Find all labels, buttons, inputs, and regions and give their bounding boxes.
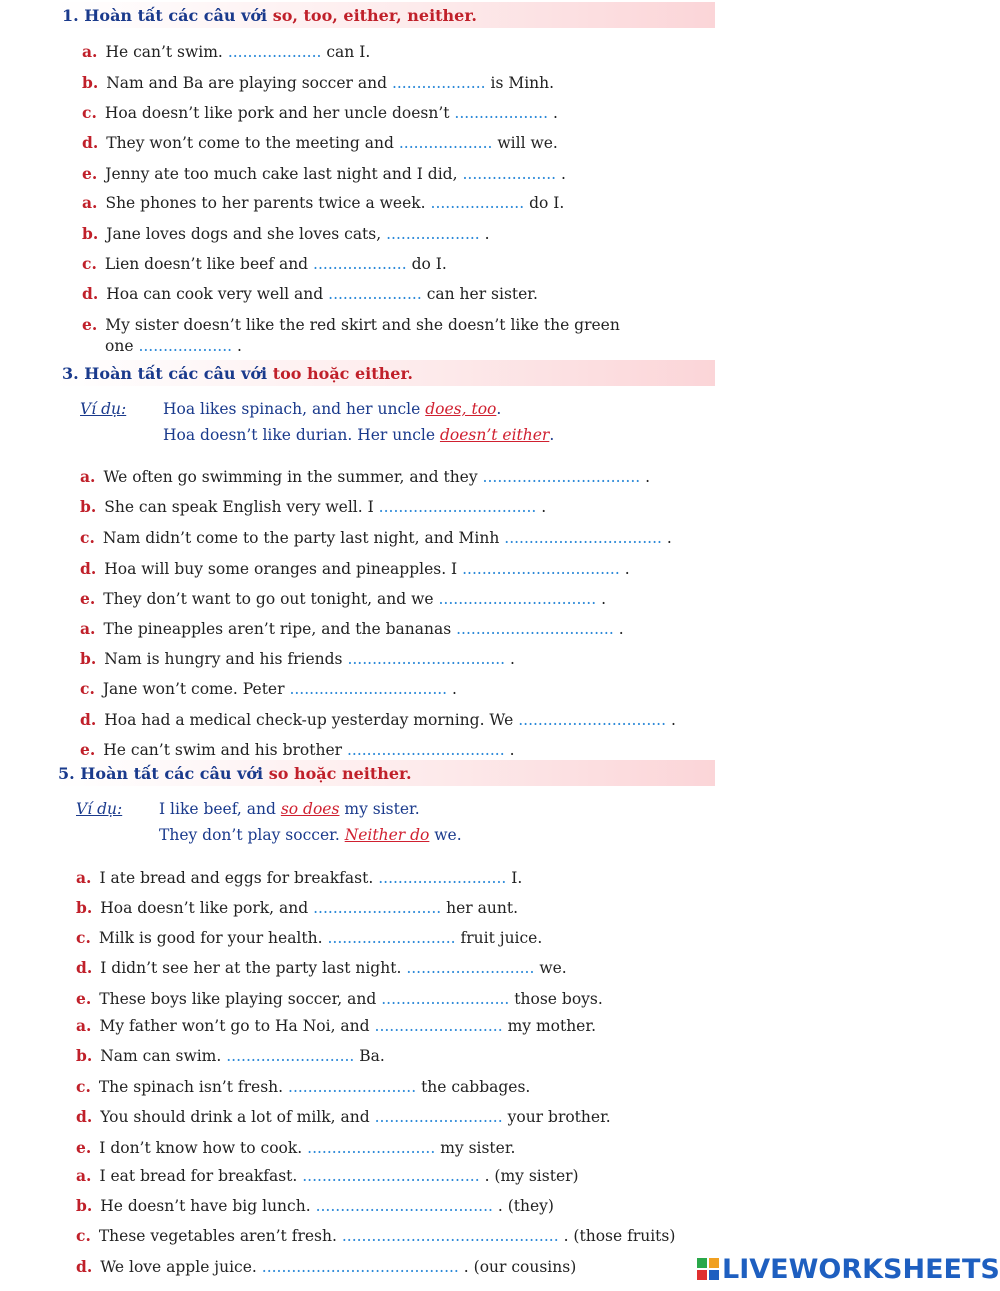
item-text-before: I didn’t see her at the party last night. — [100, 959, 402, 977]
answer-blank[interactable]: ................... — [227, 43, 322, 61]
exercise-item — [80, 649, 515, 669]
item-letter: e. — [76, 989, 92, 1008]
item-text-before: I eat bread for breakfast. — [99, 1167, 298, 1185]
section-1-heading: 1. Hoàn tất các câu với so, too, either, neither. — [62, 6, 477, 25]
section-3-heading: 3. Hoàn tất các câu với too hoặc either. — [62, 364, 413, 383]
item-letter: d. — [80, 710, 97, 729]
item-text-before: Jenny ate too much cake last night and I did, — [105, 165, 458, 183]
item-text-after: . (my sister) — [484, 1167, 579, 1185]
exercise-item — [80, 559, 630, 579]
item-letter: b. — [82, 73, 99, 92]
item-text-before: Nam can swim. — [100, 1047, 222, 1065]
item-text-before: The pineapples aren’t ripe, and the bananas — [103, 620, 452, 638]
item-letter: e. — [82, 164, 98, 183]
item-text-after: . — [561, 165, 566, 183]
item-text-after: can her sister. — [426, 285, 538, 303]
exercise-item — [76, 1166, 579, 1186]
item-text-before: Jane won’t come. Peter — [102, 680, 285, 698]
answer-blank[interactable]: ................... — [328, 285, 422, 303]
item-text-after: do I. — [529, 194, 565, 212]
item-text-after: do I. — [411, 255, 447, 273]
answer-blank[interactable]: .................................... — [302, 1167, 480, 1185]
item-letter: b. — [76, 1046, 93, 1065]
item-letter: d. — [82, 133, 99, 152]
answer-blank[interactable]: ................... — [386, 225, 480, 243]
item-text-after: . — [509, 741, 515, 759]
item-text-before: He can’t swim and his brother — [103, 741, 343, 759]
answer-blank[interactable]: ........................................ — [261, 1258, 459, 1276]
example-line: They don’t play soccer. Neither do we. — [159, 826, 462, 844]
exercise-item — [80, 497, 546, 517]
item-letter: a. — [82, 193, 98, 212]
item-text-before: He doesn’t have big lunch. — [100, 1197, 311, 1215]
exercise-item — [80, 679, 457, 699]
answer-blank[interactable]: ................................ — [346, 741, 505, 759]
item-letter: a. — [80, 619, 96, 638]
item-letter: d. — [82, 284, 99, 303]
exercise-item — [82, 164, 566, 184]
item-text-after: . — [484, 225, 490, 243]
answer-blank[interactable]: .......................... — [378, 869, 507, 887]
answer-blank[interactable]: .................................... — [315, 1197, 493, 1215]
answer-blank[interactable]: ................... — [430, 194, 525, 212]
item-text-after: I. — [511, 869, 523, 887]
item-text-before: Hoa will buy some oranges and pineapples. I — [104, 560, 458, 578]
item-text-before: She phones to her parents twice a week. — [105, 194, 426, 212]
exercise-item — [82, 42, 370, 62]
item-letter: c. — [82, 254, 97, 273]
item-text-after: . — [452, 680, 457, 698]
exercise-item — [82, 224, 490, 244]
item-text-before: The spinach isn’t fresh. — [98, 1078, 284, 1096]
item-letter: c. — [76, 1077, 91, 1096]
item-letter: b. — [76, 1196, 93, 1215]
item-text-after: . — [618, 620, 624, 638]
item-text-before: I ate bread and eggs for breakfast. — [99, 869, 374, 887]
item-text-before: Hoa can cook very well and — [106, 285, 324, 303]
exercise-item — [80, 467, 650, 487]
item-text-before: They don’t want to go out tonight, and we — [103, 590, 434, 608]
item-text-before: Hoa doesn’t like pork, and — [100, 899, 309, 917]
item-text-after: . — [601, 590, 607, 608]
item-letter: d. — [80, 559, 97, 578]
exercise-item — [80, 740, 515, 760]
item-text-before: Nam and Ba are playing soccer and — [106, 74, 388, 92]
item-text-before: We love apple juice. — [100, 1258, 257, 1276]
answer-blank[interactable]: .......................... — [381, 990, 510, 1008]
item-letter: b. — [82, 224, 99, 243]
exercise-item — [82, 254, 447, 274]
item-letter: a. — [80, 467, 96, 486]
exercise-item — [80, 619, 624, 639]
item-text-before: These vegetables aren’t fresh. — [98, 1227, 337, 1245]
item-letter: b. — [80, 497, 97, 516]
exercise-continuation: one ................... . — [105, 337, 242, 355]
item-letter: a. — [76, 1016, 92, 1035]
exercise-item — [76, 989, 603, 1009]
item-text-after: . — [552, 104, 558, 122]
answer-blank[interactable]: ................................ — [438, 590, 597, 608]
item-text-before: You should drink a lot of milk, and — [100, 1108, 370, 1126]
example-line: I like beef, and so does my sister. — [159, 800, 420, 818]
exercise-item — [76, 928, 542, 948]
answer-blank[interactable]: .......................... — [307, 1139, 436, 1157]
answer-blank[interactable]: .............................. — [518, 711, 667, 729]
exercise-item — [80, 710, 676, 730]
item-text-after: my mother. — [507, 1017, 596, 1035]
answer-blank[interactable]: ................................ — [462, 560, 620, 578]
item-text-after: . — [670, 711, 676, 729]
item-letter: e. — [82, 315, 98, 334]
item-text-after: Ba. — [359, 1047, 385, 1065]
item-text-before: Lien doesn’t like beef and — [104, 255, 309, 273]
example-line: Hoa doesn’t like durian. Her uncle doesn’t either. — [163, 426, 555, 444]
exercise-item — [82, 284, 538, 304]
item-text-after: we. — [539, 959, 567, 977]
answer-blank[interactable]: ................................ — [347, 650, 506, 668]
exercise-item — [76, 868, 522, 888]
item-letter: a. — [76, 868, 92, 887]
item-letter: c. — [80, 679, 95, 698]
answer-blank[interactable]: .......................... — [313, 899, 442, 917]
exercise-item — [82, 315, 620, 335]
answer-blank[interactable]: ................... — [398, 134, 493, 152]
item-text-after: . — [510, 650, 515, 668]
item-text-before: She can speak English very well. I — [104, 498, 374, 516]
item-text-after: can I. — [326, 43, 371, 61]
answer-blank[interactable]: .......................... — [288, 1078, 417, 1096]
item-letter: c. — [80, 528, 95, 547]
item-text-after: fruit juice. — [460, 929, 543, 947]
answer-blank[interactable]: .......................... — [374, 1017, 503, 1035]
item-text-after: your brother. — [507, 1108, 611, 1126]
answer-blank[interactable]: ................... — [454, 104, 549, 122]
item-text-before: My father won’t go to Ha Noi, and — [99, 1017, 370, 1035]
liveworksheets-brand[interactable]: LIVEWORKSHEETS — [697, 1254, 1000, 1285]
item-letter: b. — [80, 649, 97, 668]
item-text-after: . — [541, 498, 547, 516]
item-text-before: Nam didn’t come to the party last night, and Minh — [102, 529, 500, 547]
item-text-after: will we. — [497, 134, 558, 152]
answer-blank[interactable]: ............................................ — [341, 1227, 559, 1245]
item-letter: c. — [76, 928, 91, 947]
item-text-before: He can’t swim. — [105, 43, 223, 61]
answer-blank[interactable]: ................... — [462, 165, 557, 183]
item-text-after: . (they) — [497, 1197, 554, 1215]
item-letter: d. — [76, 958, 93, 977]
answer-blank[interactable]: .......................... — [406, 959, 535, 977]
item-text-before: I don’t know how to cook. — [99, 1139, 303, 1157]
answer-blank[interactable]: ................................ — [482, 468, 641, 486]
item-letter: d. — [76, 1257, 93, 1276]
answer-blank[interactable]: ................................ — [378, 498, 537, 516]
exercise-item — [76, 1257, 576, 1277]
item-text-after: . — [666, 529, 672, 547]
answer-blank[interactable]: ................................ — [456, 620, 614, 638]
item-text-before: Hoa doesn’t like pork and her uncle doesn’t — [104, 104, 450, 122]
exercise-item — [76, 1046, 385, 1066]
example-line: Hoa likes spinach, and her uncle does, too. — [163, 400, 502, 418]
item-text-before: Hoa had a medical check-up yesterday morning. We — [104, 711, 514, 729]
item-text-before: These boys like playing soccer, and — [99, 990, 377, 1008]
exercise-item — [76, 1138, 515, 1158]
exercise-item — [80, 528, 672, 548]
item-text-after: those boys. — [514, 990, 603, 1008]
item-text-after: my sister. — [440, 1139, 516, 1157]
item-text-after: . (our cousins) — [463, 1258, 577, 1276]
item-text-after: . (those fruits) — [563, 1227, 676, 1245]
item-letter: d. — [76, 1107, 93, 1126]
item-text-after: . — [624, 560, 630, 578]
item-letter: a. — [82, 42, 98, 61]
answer-blank[interactable]: ................................ — [289, 680, 448, 698]
item-letter: c. — [76, 1226, 91, 1245]
section-5-heading: 5. Hoàn tất các câu với so hoặc neither. — [58, 764, 412, 783]
exercise-item — [76, 898, 518, 918]
exercise-item — [82, 133, 558, 153]
example-label: Ví dụ: — [76, 800, 123, 818]
item-letter: c. — [82, 103, 97, 122]
liveworksheets-logo-icon — [697, 1258, 719, 1280]
item-text-before: Milk is good for your health. — [98, 929, 323, 947]
example-label: Ví dụ: — [80, 400, 127, 418]
exercise-item — [80, 589, 606, 609]
item-letter: a. — [76, 1166, 92, 1185]
item-letter: e. — [76, 1138, 92, 1157]
answer-blank[interactable]: .......................... — [327, 929, 456, 947]
item-letter: e. — [80, 740, 96, 759]
item-letter: e. — [80, 589, 96, 608]
exercise-item — [76, 1226, 675, 1246]
item-text-before: Nam is hungry and his friends — [104, 650, 343, 668]
exercise-item — [82, 193, 564, 213]
exercise-item — [76, 1077, 530, 1097]
answer-blank[interactable]: ................... — [391, 74, 486, 92]
item-text-after: . — [645, 468, 651, 486]
item-text-after: the cabbages. — [421, 1078, 531, 1096]
item-letter: b. — [76, 898, 93, 917]
answer-blank[interactable]: ................................ — [504, 529, 662, 547]
exercise-item — [82, 103, 558, 123]
item-text-before: They won’t come to the meeting and — [106, 134, 394, 152]
item-text-before: Jane loves dogs and she loves cats, — [106, 225, 382, 243]
answer-blank[interactable]: .......................... — [374, 1108, 503, 1126]
item-text-after: her aunt. — [446, 899, 519, 917]
item-text-before: We often go swimming in the summer, and they — [103, 468, 478, 486]
item-text-after: is Minh. — [490, 74, 555, 92]
exercise-item — [82, 73, 554, 93]
exercise-item — [76, 1016, 596, 1036]
answer-blank[interactable]: ................... — [313, 255, 407, 273]
answer-blank[interactable]: ................... — [138, 337, 233, 355]
exercise-item — [76, 958, 567, 978]
exercise-item — [76, 1107, 611, 1127]
item-text-before: My sister doesn’t like the red skirt and she doesn’t like the green — [105, 316, 620, 334]
answer-blank[interactable]: .......................... — [226, 1047, 355, 1065]
exercise-item — [76, 1196, 554, 1216]
